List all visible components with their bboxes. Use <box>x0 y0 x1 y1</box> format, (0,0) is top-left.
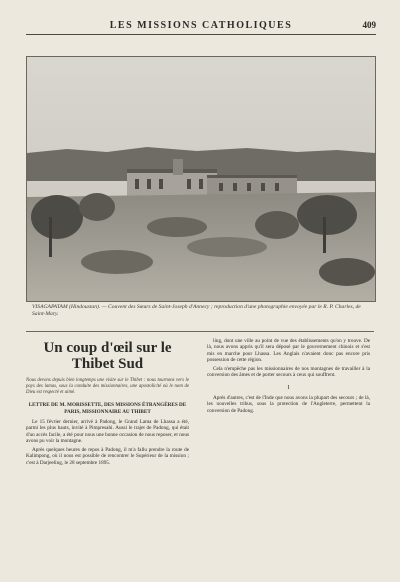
paragraph: Après d'autres, c'est de l'Inde que nous avons la plupart des secours ; de là, les nouvelles tribus, sous la protection de l'Angleterre, permettent la conversion de Padong. <box>207 395 370 414</box>
article-byline: LETTRE DE M. MORISSETTE, DES MISSIONS ÉTRANGÈRES DE PARIS, MISSIONNAIRE AU THIBET <box>28 402 187 415</box>
article-title: Un coup d'œil sur le Thibet Sud <box>43 340 172 372</box>
section-numeral: I <box>287 384 290 391</box>
running-header <box>26 20 376 35</box>
paragraph: Le 15 février dernier, arrivé à Padong, le Grand Lama de Lhassa a été, parmi les plus hauts, invité à Pimpresahi. Aussi le trajet de Padong, qui était d'un accès facile, a été pour nous une bonne occasion de nous reposer, et nous avons pu voir la montagne. <box>26 418 189 444</box>
left-column <box>26 338 189 469</box>
paragraph: Cela n'empêche pas les missionnaires de nos montagnes de travailler à la conversion des âmes et de porter secours à ceux qui souffrent. <box>207 366 370 379</box>
page-number: 409 <box>362 20 376 30</box>
photo-illustration <box>27 57 375 301</box>
landscape-photograph <box>26 56 376 302</box>
journal-title: LES MISSIONS CATHOLIQUES <box>109 20 293 31</box>
divider-rule <box>26 331 374 332</box>
right-column <box>207 338 370 417</box>
article-abstract: Nous devons depuis bien longtemps une visite sur le Thibet : nous tournons vers le pays des lamas, sous la conduite des missionnaires, une apostolicité où le nom de Dieu est respecté et aimé. <box>26 378 189 395</box>
paragraph: Après quelques heures de repos à Padong, il m'a fallu prendre la route de Kalimpong, où il nous est possible de rencontrer le Supérieur de la mission ; c'est à Darjeeling, le 28 septembre 1895. <box>26 447 189 466</box>
paragraph: ling, dont une ville au point de vue des établissements qu'on y trouve. De là, nous avons appris qu'il sera déposé par le gouvernement chinois et s'est mis en marche pour Lhassa. Les Anglais n'avaient donc pas encore pris possession de cette région. <box>207 338 370 363</box>
photo-caption: VISAGAPATAM (Hindoustan). — Couvent des Sœurs de Saint-Joseph d'Annecy ; reproduction d'une photographie envoyée par le R. P. Charles, de Saint-Mary. <box>32 304 361 317</box>
